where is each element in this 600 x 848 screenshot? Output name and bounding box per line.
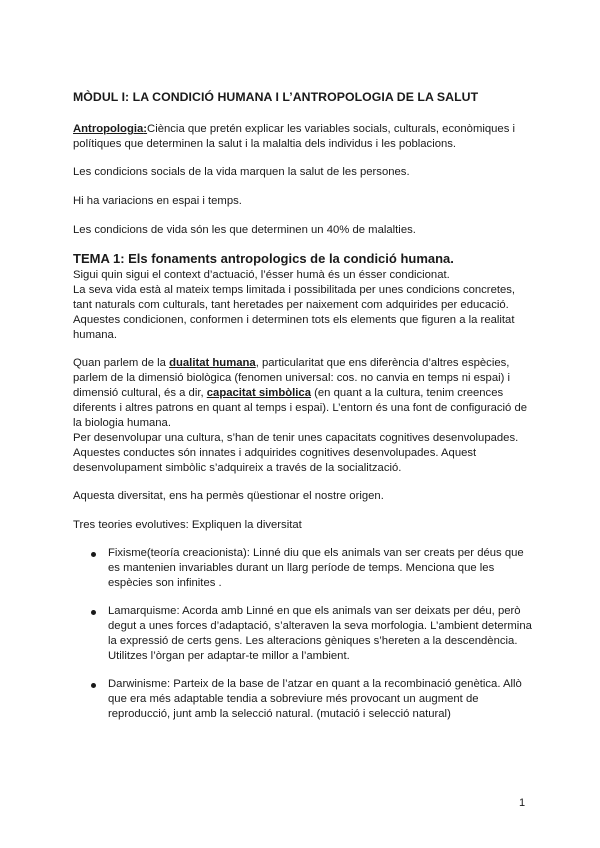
module-title: MÒDUL I: LA CONDICIÓ HUMANA I L’ANTROPOLOGIA DE LA SALUT: [73, 90, 479, 104]
definition-term: Antropologia: [73, 123, 144, 135]
dualitat-line-5: la biologia humana.: [73, 417, 171, 429]
dualitat-term: dualitat humana: [169, 357, 256, 369]
bullet-lamarquisme-line: Utilitzes l’òrgan per adaptar-te millor a l’ambient.: [108, 650, 350, 662]
dualitat-line-6: Per desenvolupar una cultura, s’han de tenir unes capacitats cognitives desenvolupades.: [73, 432, 519, 444]
tema-line: Aquestes condicionen, conformen i determinen tots els elements que figuren a la realitat: [73, 314, 515, 326]
bullet-fixisme-line: espècies son infinites .: [108, 577, 222, 589]
tema-line: tant naturals com culturals, tant heretades per naixement com adquirides per educació.: [73, 299, 509, 311]
tema-heading: TEMA 1: Els fonaments antropologics de la condició humana.: [73, 251, 454, 266]
bullet-dot-icon: [91, 610, 96, 615]
bullet-darwinisme-line: reproducció, junt amb la selecció natural. (mutació i selecció natural): [108, 708, 451, 720]
tema-line: Sigui quin sigui el context d’actuació, l’ésser humà és un ésser condicionat.: [73, 269, 450, 281]
page-number: 1: [519, 797, 526, 809]
definition-colon: :: [143, 123, 148, 135]
tema-line: La seva vida està al mateix temps limitada i possibilitada per unes condicions concretes,: [73, 284, 516, 296]
capacitat-pre: dimensió cultural, és a dir,: [73, 387, 207, 399]
capacitat-term: capacitat simbòlica: [206, 387, 311, 399]
bullet-lamarquisme-line: Lamarquisme: Acorda amb Linné en que els animals van ser deixats per déu, però: [108, 605, 521, 617]
paragraph-social-conditions: Les condicions socials de la vida marquen la salut de les persones.: [73, 166, 410, 178]
bullet-dot-icon: [91, 552, 96, 557]
paragraph-tres-teories: Tres teories evolutives: Expliquen la diversitat: [73, 519, 302, 531]
bullet-fixisme-line: es mantenien invariables durant un llarg període de temps. Menciona que les: [108, 562, 495, 574]
tema-line: humana.: [73, 329, 117, 341]
bullet-darwinisme-line: que era més adaptable tendia a sobreviure més provocant un augment de: [108, 693, 479, 705]
definition-text-1: Ciència que pretén explicar les variables socials, culturals, econòmiques i: [147, 123, 516, 135]
bullet-lamarquisme-line: la expressió de certs gens. Les alteracions gèniques s’hereten a la descendència.: [108, 635, 518, 647]
dualitat-line-2: parlem de la dimensió biològica (fenomen universal: cos. no canvia en temps ni espai) i: [73, 372, 511, 384]
dualitat-line-8: desenvolupament simbòlic s’adquireix a través de la socialització.: [73, 462, 402, 474]
bullet-darwinisme-line: Darwinisme: Parteix de la base de l’atzar en quant a la recombinació genètica. Allò: [108, 678, 522, 690]
paragraph-variations: Hi ha variacions en espai i temps.: [73, 195, 242, 207]
paragraph-life-conditions: Les condicions de vida són les que determinen un 40% de malalties.: [73, 224, 416, 236]
dualitat-line-1: [73, 356, 509, 371]
dualitat-line-4: diferents i altres patrons en quant al temps i espai). L’entorn és una font de configuració de: [73, 402, 528, 414]
paragraph-diversitat: Aquesta diversitat, ens ha permès qüestionar el nostre origen.: [73, 490, 384, 502]
capacitat-post: (en quant a la cultura, tenim creences: [310, 387, 504, 399]
dualitat-post: , particularitat que ens diferència d’altres espècies,: [255, 357, 510, 369]
definition-line-1: [73, 122, 515, 137]
bullet-fixisme-line: Fixisme(teoría creacionista): Linné diu que els animals van ser creats per déus que: [108, 547, 524, 559]
dualitat-pre: Quan parlem de la: [73, 357, 170, 369]
dualitat-line-3: [73, 386, 503, 401]
bullet-dot-icon: [91, 683, 96, 688]
definition-line-2: polítiques que determinen la salut i la malaltia dels individus i les poblacions.: [73, 138, 457, 150]
bullet-lamarquisme-line: degut a unes forces d’adaptació, s’alteraven la seva morfologia. L’ambient determina: [108, 620, 532, 632]
dualitat-line-7: Aquestes conductes són innates i adquirides cognitives desenvolupades. Aquest: [73, 447, 477, 459]
